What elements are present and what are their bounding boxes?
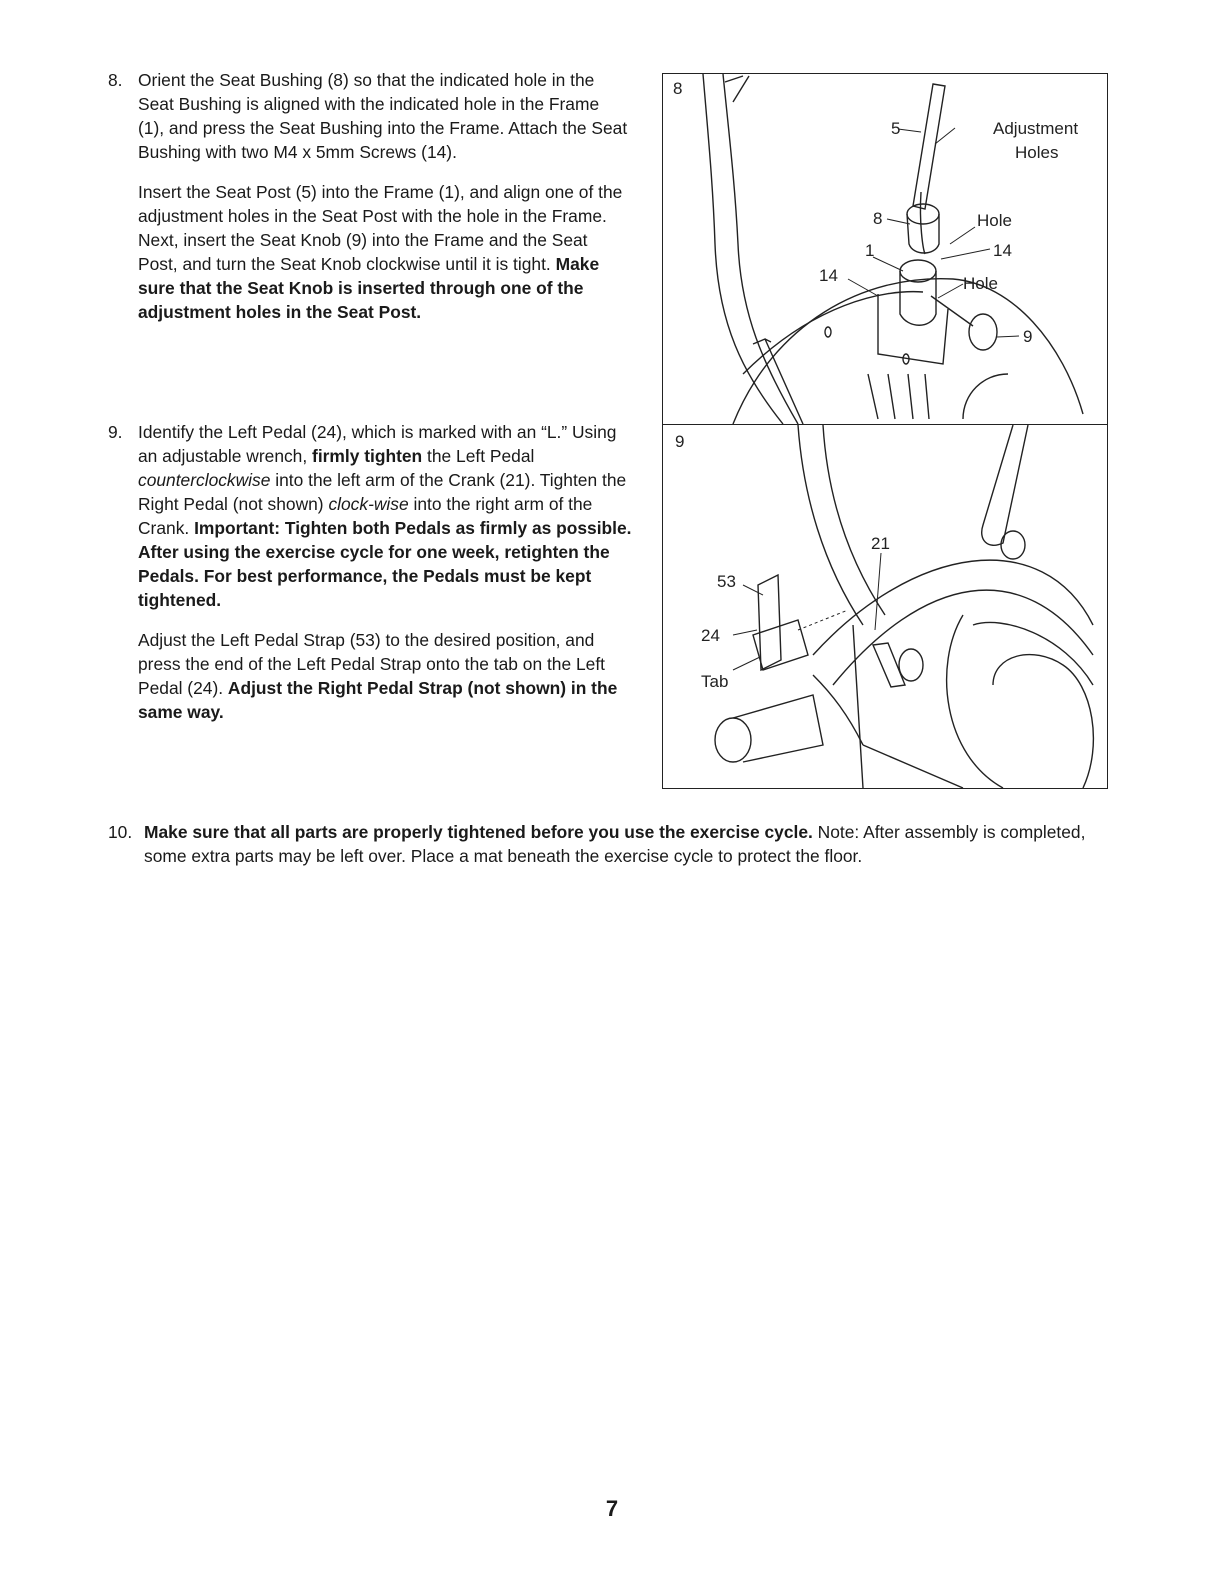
label-seat-knob: 9 xyxy=(1023,327,1033,346)
label-frame: 1 xyxy=(865,241,875,260)
figure-8-drawing xyxy=(663,74,1107,424)
label-hole-top: Hole xyxy=(977,211,1012,230)
step-9-p1-text-d: into the right arm of the Crank. xyxy=(138,494,593,538)
label-screw-right: 14 xyxy=(993,241,1012,260)
label-holes: Holes xyxy=(1015,143,1059,162)
figure-8-number: 8 xyxy=(673,79,683,98)
step-9-p1-text-a: Identify the Left Pedal (24), which is marked with an “L.” Using an adjustable wrench, xyxy=(138,422,617,466)
step-10 xyxy=(108,820,1118,868)
figure-8 xyxy=(662,73,1108,425)
step-9-paragraph-1 xyxy=(138,420,638,612)
step-10-number: 10. xyxy=(108,822,133,842)
step-10-bold: Make sure that all parts are properly tightened before you use the exercise cycle. xyxy=(144,822,813,842)
step-9-number: 9. xyxy=(108,422,123,442)
step-10-body xyxy=(108,820,1118,868)
step-9-paragraph-2 xyxy=(138,628,638,724)
step-9-p1-italic-b: clock-wise xyxy=(328,494,409,514)
step-8-number: 8. xyxy=(108,70,123,90)
step-9-p2-text: Adjust the Left Pedal Strap (53) to the desired position, and press the end of the Left Pedal Strap onto the tab on the Left Pedal (24). xyxy=(138,630,605,698)
step-9 xyxy=(108,420,638,740)
step-8-p2-text: Insert the Seat Post (5) into the Frame (1), and align one of the adjustment holes in the Seat Post with the hole in the Frame. Next, insert the Seat Knob (9) into the Frame and the Seat Post, and turn the Seat Knob clockwise until it is tight. xyxy=(138,182,623,274)
step-9-p1-text-b: the Left Pedal xyxy=(427,446,535,466)
label-adjustment: Adjustment xyxy=(993,119,1079,138)
label-tab: Tab xyxy=(701,672,729,691)
step-8-paragraph-1: Orient the Seat Bushing (8) so that the indicated hole in the Seat Bushing is aligned with the indicated hole in the Frame (1), and press the Seat Bushing into the Frame. Attach the Seat Bushing with two M4 x 5mm Screws (14). xyxy=(138,70,628,162)
label-seat-bushing: 8 xyxy=(873,209,883,228)
step-9-p1-italic-a: counterclockwise xyxy=(138,470,271,490)
label-seat-post: 5 xyxy=(891,119,901,138)
step-8-paragraph-2 xyxy=(138,180,628,324)
label-screw-left: 14 xyxy=(819,266,838,285)
step-8-p2-warning: Make sure that the Seat Knob is inserted through one of the adjustment holes in the Seat Post. xyxy=(138,254,600,322)
page-number: 7 xyxy=(605,1496,619,1521)
figure-9-number: 9 xyxy=(675,432,685,451)
step-10-text: Note: After assembly is completed, some extra parts may be left over. Place a mat beneath the exercise cycle to protect the floor. xyxy=(144,822,1086,866)
label-hole-bottom: Hole xyxy=(963,274,998,293)
step-9-p1-bold-a: firmly tighten xyxy=(312,446,423,466)
step-9-p1-text-c: into the left arm of the Crank (21). Tighten the Right Pedal (not shown) xyxy=(138,470,627,514)
label-pedal-strap: 53 xyxy=(717,572,736,591)
step-9-p1-bold-b: Important: Tighten both Pedals as firmly as possible. After using the exercise cycle for one week, retighten the Pedals. For best performance, the Pedals must be kept tightened. xyxy=(138,518,632,610)
label-left-pedal: 24 xyxy=(701,626,720,645)
label-crank: 21 xyxy=(871,534,890,553)
step-9-p2-bold: Adjust the Right Pedal Strap (not shown) in the same way. xyxy=(138,678,618,722)
step-8 xyxy=(108,68,628,340)
figure-9-drawing xyxy=(663,425,1107,788)
figure-9 xyxy=(662,424,1108,789)
